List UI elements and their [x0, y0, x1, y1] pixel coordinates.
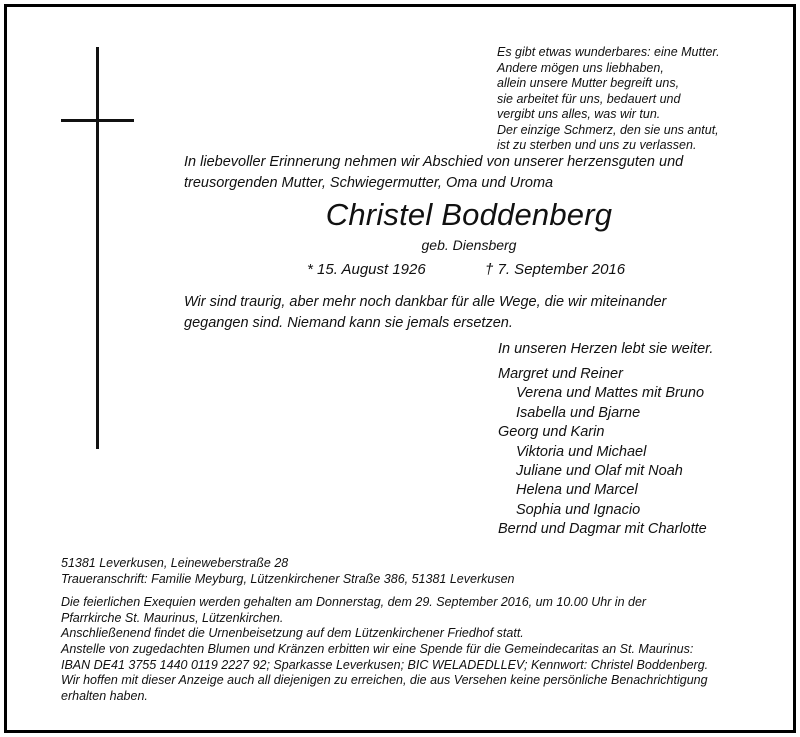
motto: In unseren Herzen lebt sie weiter.: [498, 341, 714, 357]
cross-icon-vertical: [96, 47, 99, 449]
family-member: Verena und Mattes mit Bruno: [516, 385, 705, 402]
family-member: Bernd und Dagmar mit Charlotte: [498, 521, 707, 538]
gratitude-line: Wir sind traurig, aber mehr noch dankbar für alle Wege, die wir miteinander: [184, 294, 667, 310]
deceased-name: Christel Boddenberg: [325, 197, 613, 232]
service-detail: Anstelle von zugedachten Blumen und Kränzen erbitten wir eine Spende für die Gemeindecaritas an St. Maurinus:: [61, 641, 694, 656]
poem-line: sie arbeitet für uns, bedauert und: [497, 91, 681, 106]
footer-info: [61, 556, 787, 704]
family-member: Viktoria und Michael: [516, 443, 647, 460]
family-list: [498, 365, 788, 540]
death-date: † 7. September 2016: [485, 261, 626, 278]
service-detail: Anschließenend findet die Urnenbeisetzung auf dem Lützenkirchener Friedhof statt.: [61, 626, 524, 641]
intro-line: In liebevoller Erinnerung nehmen wir Abschied von unserer herzensguten und: [184, 154, 684, 170]
poem: [497, 45, 787, 154]
service-detail: Pfarrkirche St. Maurinus, Lützenkirchen.: [61, 610, 284, 625]
poem-line: ist zu sterben und uns zu verlassen.: [497, 138, 697, 152]
service-detail: Die feierlichen Exequien werden gehalten am Donnerstag, dem 29. September 2016, um 10.00 Uhr in der: [61, 595, 647, 610]
family-member: Margret und Reiner: [498, 366, 623, 382]
family-member: Georg und Karin: [498, 424, 605, 441]
gratitude-line: gegangen sind. Niemand kann sie jemals ersetzen.: [184, 315, 513, 331]
family-member: Isabella und Bjarne: [516, 404, 641, 421]
home-address: 51381 Leverkusen, Leineweberstraße 28: [61, 556, 289, 570]
gratitude-text: [184, 292, 754, 334]
family-member: Helena und Marcel: [516, 482, 638, 499]
obituary-frame: [4, 4, 796, 733]
poem-line: Es gibt etwas wunderbares: eine Mutter.: [497, 45, 720, 59]
birth-date: * 15. August 1926: [307, 261, 426, 278]
intro-text: [184, 152, 754, 194]
intro-line: treusorgenden Mutter, Schwiegermutter, Oma und Uroma: [184, 175, 554, 191]
service-detail: erhalten haben.: [61, 688, 148, 703]
mourning-address: Traueranschrift: Familie Meyburg, Lützenkirchener Straße 386, 51381 Leverkusen: [61, 571, 515, 586]
service-detail: IBAN DE41 3755 1440 0119 2227 92; Sparkasse Leverkusen; BIC WELADEDLLEV; Kennwort: Christel Boddenberg.: [61, 657, 709, 672]
cross-icon-horizontal: [61, 119, 134, 122]
birth-name: geb. Diensberg: [421, 237, 517, 253]
family-member: Sophia und Ignacio: [516, 501, 641, 518]
poem-line: allein unsere Mutter begreift uns,: [497, 76, 680, 90]
poem-line: Andere mögen uns liebhaben,: [497, 60, 664, 75]
family-member: Juliane und Olaf mit Noah: [516, 463, 683, 480]
poem-line: vergibt uns alles, was wir tun.: [497, 107, 661, 121]
service-detail: Wir hoffen mit dieser Anzeige auch all diejenigen zu erreichen, die aus Versehen keine persönliche Benachrichtigung: [61, 673, 708, 688]
poem-line: Der einzige Schmerz, den sie uns antut,: [497, 122, 719, 137]
